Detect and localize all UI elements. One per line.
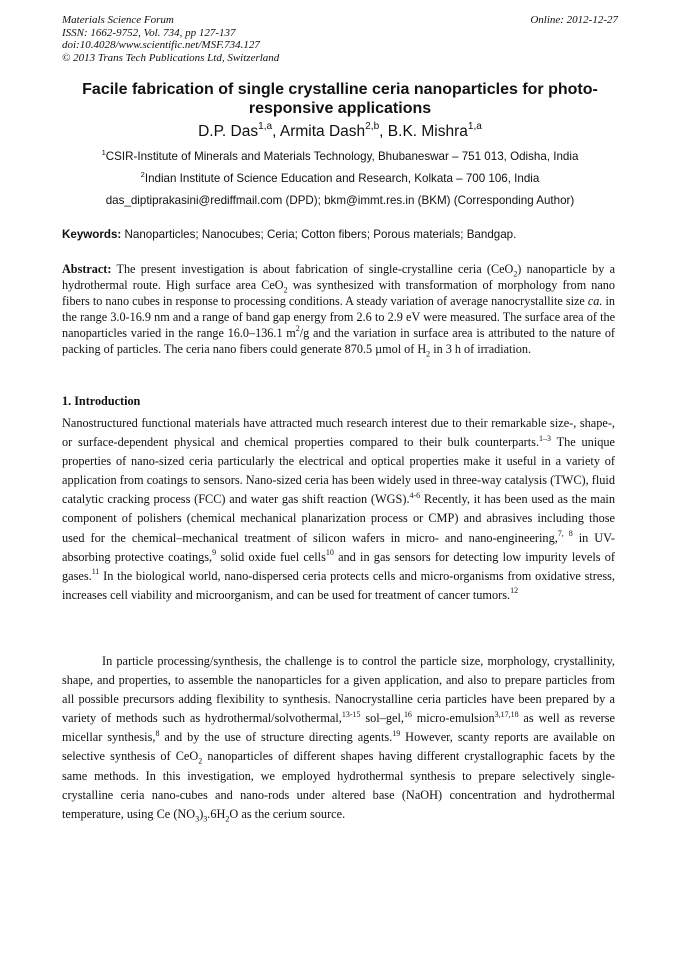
author-list: D.P. Das$^{1,a}$, Armita Dash$^{2,b}$, B.K. Mishra$^{1,a}$ bbox=[198, 121, 482, 140]
citation-ref: 9 bbox=[212, 548, 217, 558]
citation-ref: 11 bbox=[91, 567, 100, 577]
journal-copyright: © 2013 Trans Tech Publications Ltd, Switzerland bbox=[62, 51, 280, 64]
abstract: Abstract: The present investigation is about fabrication of single-crystalline ceria (CeO$_2$) nanoparticle by a hydrothermal route. High surface area CeO$_2$ was synthesized with transformation of morphology from nano fibers to nano cubes in response to processing conditions. A steady variation of average nanocrystallite size ca. in the range 3.0-16.9 nm and a range of band gap energy from 2.6 to 2.9 eV were measured. The surface area of the nanoparticles varied in the range 16.0–136.1 $m^2/g$ and the variation in surface area is attributed to the nature of packing of particles. The ceria nano fibers could generate 870.5 µmol of $H_2$ in 3 h of irradiation. bbox=[62, 262, 616, 358]
author-affil-mark: 1,a bbox=[258, 121, 273, 133]
citation-ref: 10 bbox=[325, 548, 334, 558]
intro-paragraph-1: Nanostructured functional materials have attracted much research interest due to their remarkable size-, shape-, or surface-dependent physical and chemical properties compared to their bulk counterparts.$^{1-3}$ The unique properties of nano-sized ceria particularly the electrical and optical properties make it useful in a variety of application from coatings to sensors. Nano-sized ceria has been widely used in three-way catalysis (TWC), fluid catalytic cracking process (FCC) and water gas shift reaction (WGS).$^{4-6}$ Recently, it has been used as the main component of polishers (chemical mechanical planarization process or CMP) and abrasives including those used for the chemical–mechanical treatment of silicon wafers in micro- and nano-engineering,$^{7, 8}$ in UV-absorbing protective coatings,$^9$ solid oxide fuel cells$^{10}$ and in gas sensors for detecting low impurity levels of gases.$^{11}$ In the biological world, nano-dispersed ceria protects cells and micro-organisms from oxidative stress, increases cell viability and microorganism, and can be used for treatment of cancer tumors.$^{12}$ bbox=[62, 416, 615, 602]
intro-paragraph-2: In particle processing/synthesis, the challenge is to control the particle size, morphology, crystallinity, shape, and properties, to assemble the nanoparticles for a given application, and also to prepare particles from all possible precursors adding flexibility to synthesis. Nanocrystalline ceria particles have been prepared by a variety of methods such as hydrothermal/solvothermal,$^{13-15}$ sol–gel,$^{16}$ micro-emulsion$^{3,17,18}$ as well as reverse micellar synthesis,$^8$ and by the use of structure directing agents.$^{19}$ However, scanty reports are available on selective synthesis of CeO$_2$ nanoparticles of different shapes having different crystallographic facets by the same methods. In this investigation, we employed hydrothermal synthesis to prepare selectively single-crystalline ceria nano-cubes and nano-rods under altered base (NaOH) concentration and hydrothermal temperature, using Ce $(NO_3)_3.6H_2O$ as the cerium source. bbox=[62, 654, 615, 824]
journal-header bbox=[62, 14, 618, 64]
online-date: Online: 2012-12-27 bbox=[530, 14, 618, 26]
paper-title: Facile fabrication of single crystalline ceria nanoparticles for photo-responsive applications bbox=[82, 81, 598, 117]
author-affil-mark: 2,b bbox=[365, 121, 380, 133]
section-heading: 1. Introduction bbox=[62, 394, 141, 408]
citation-ref: 19 bbox=[392, 728, 401, 738]
citation-ref: 3,17,18 bbox=[494, 709, 519, 719]
citation-ref: 16 bbox=[403, 709, 412, 719]
journal-issn: ISSN: 1662-9752, Vol. 734, pp 127-137 bbox=[62, 26, 236, 39]
abstract-label: Abstract: bbox=[62, 262, 112, 276]
author-name: B.K. Mishra bbox=[387, 123, 468, 140]
affiliation-2: $^2$Indian Institute of Science Education and Research, Kolkata – 700 106, India bbox=[140, 169, 540, 185]
keywords-label: Keywords: bbox=[62, 228, 122, 241]
author-name: Armita Dash bbox=[279, 123, 366, 140]
citation-ref: 12 bbox=[510, 586, 519, 596]
citation-ref: 8 bbox=[155, 728, 160, 738]
citation-ref: 4-6 bbox=[409, 490, 421, 500]
citation-ref: 7, 8 bbox=[557, 529, 573, 539]
journal-name: Materials Science Forum bbox=[62, 14, 174, 26]
citation-ref: 1–3 bbox=[539, 433, 552, 443]
keywords bbox=[62, 228, 618, 241]
author-name: D.P. Das bbox=[198, 123, 259, 140]
journal-doi: doi:10.4028/www.scientific.net/MSF.734.127 bbox=[62, 39, 260, 52]
author-emails: das_diptiprakasini@rediffmail.com (DPD); bkm@immt.res.in (BKM) (Corresponding Author) bbox=[105, 194, 575, 207]
author-affil-mark: 1,a bbox=[467, 121, 482, 133]
citation-ref: 13-15 bbox=[341, 709, 361, 719]
keywords-text: Nanoparticles; Nanocubes; Ceria; Cotton fibers; Porous materials; Bandgap. bbox=[124, 228, 517, 241]
affiliation-1: $^1$CSIR-Institute of Minerals and Materials Technology, Bhubaneswar – 751 013, Odisha, India bbox=[101, 147, 579, 163]
